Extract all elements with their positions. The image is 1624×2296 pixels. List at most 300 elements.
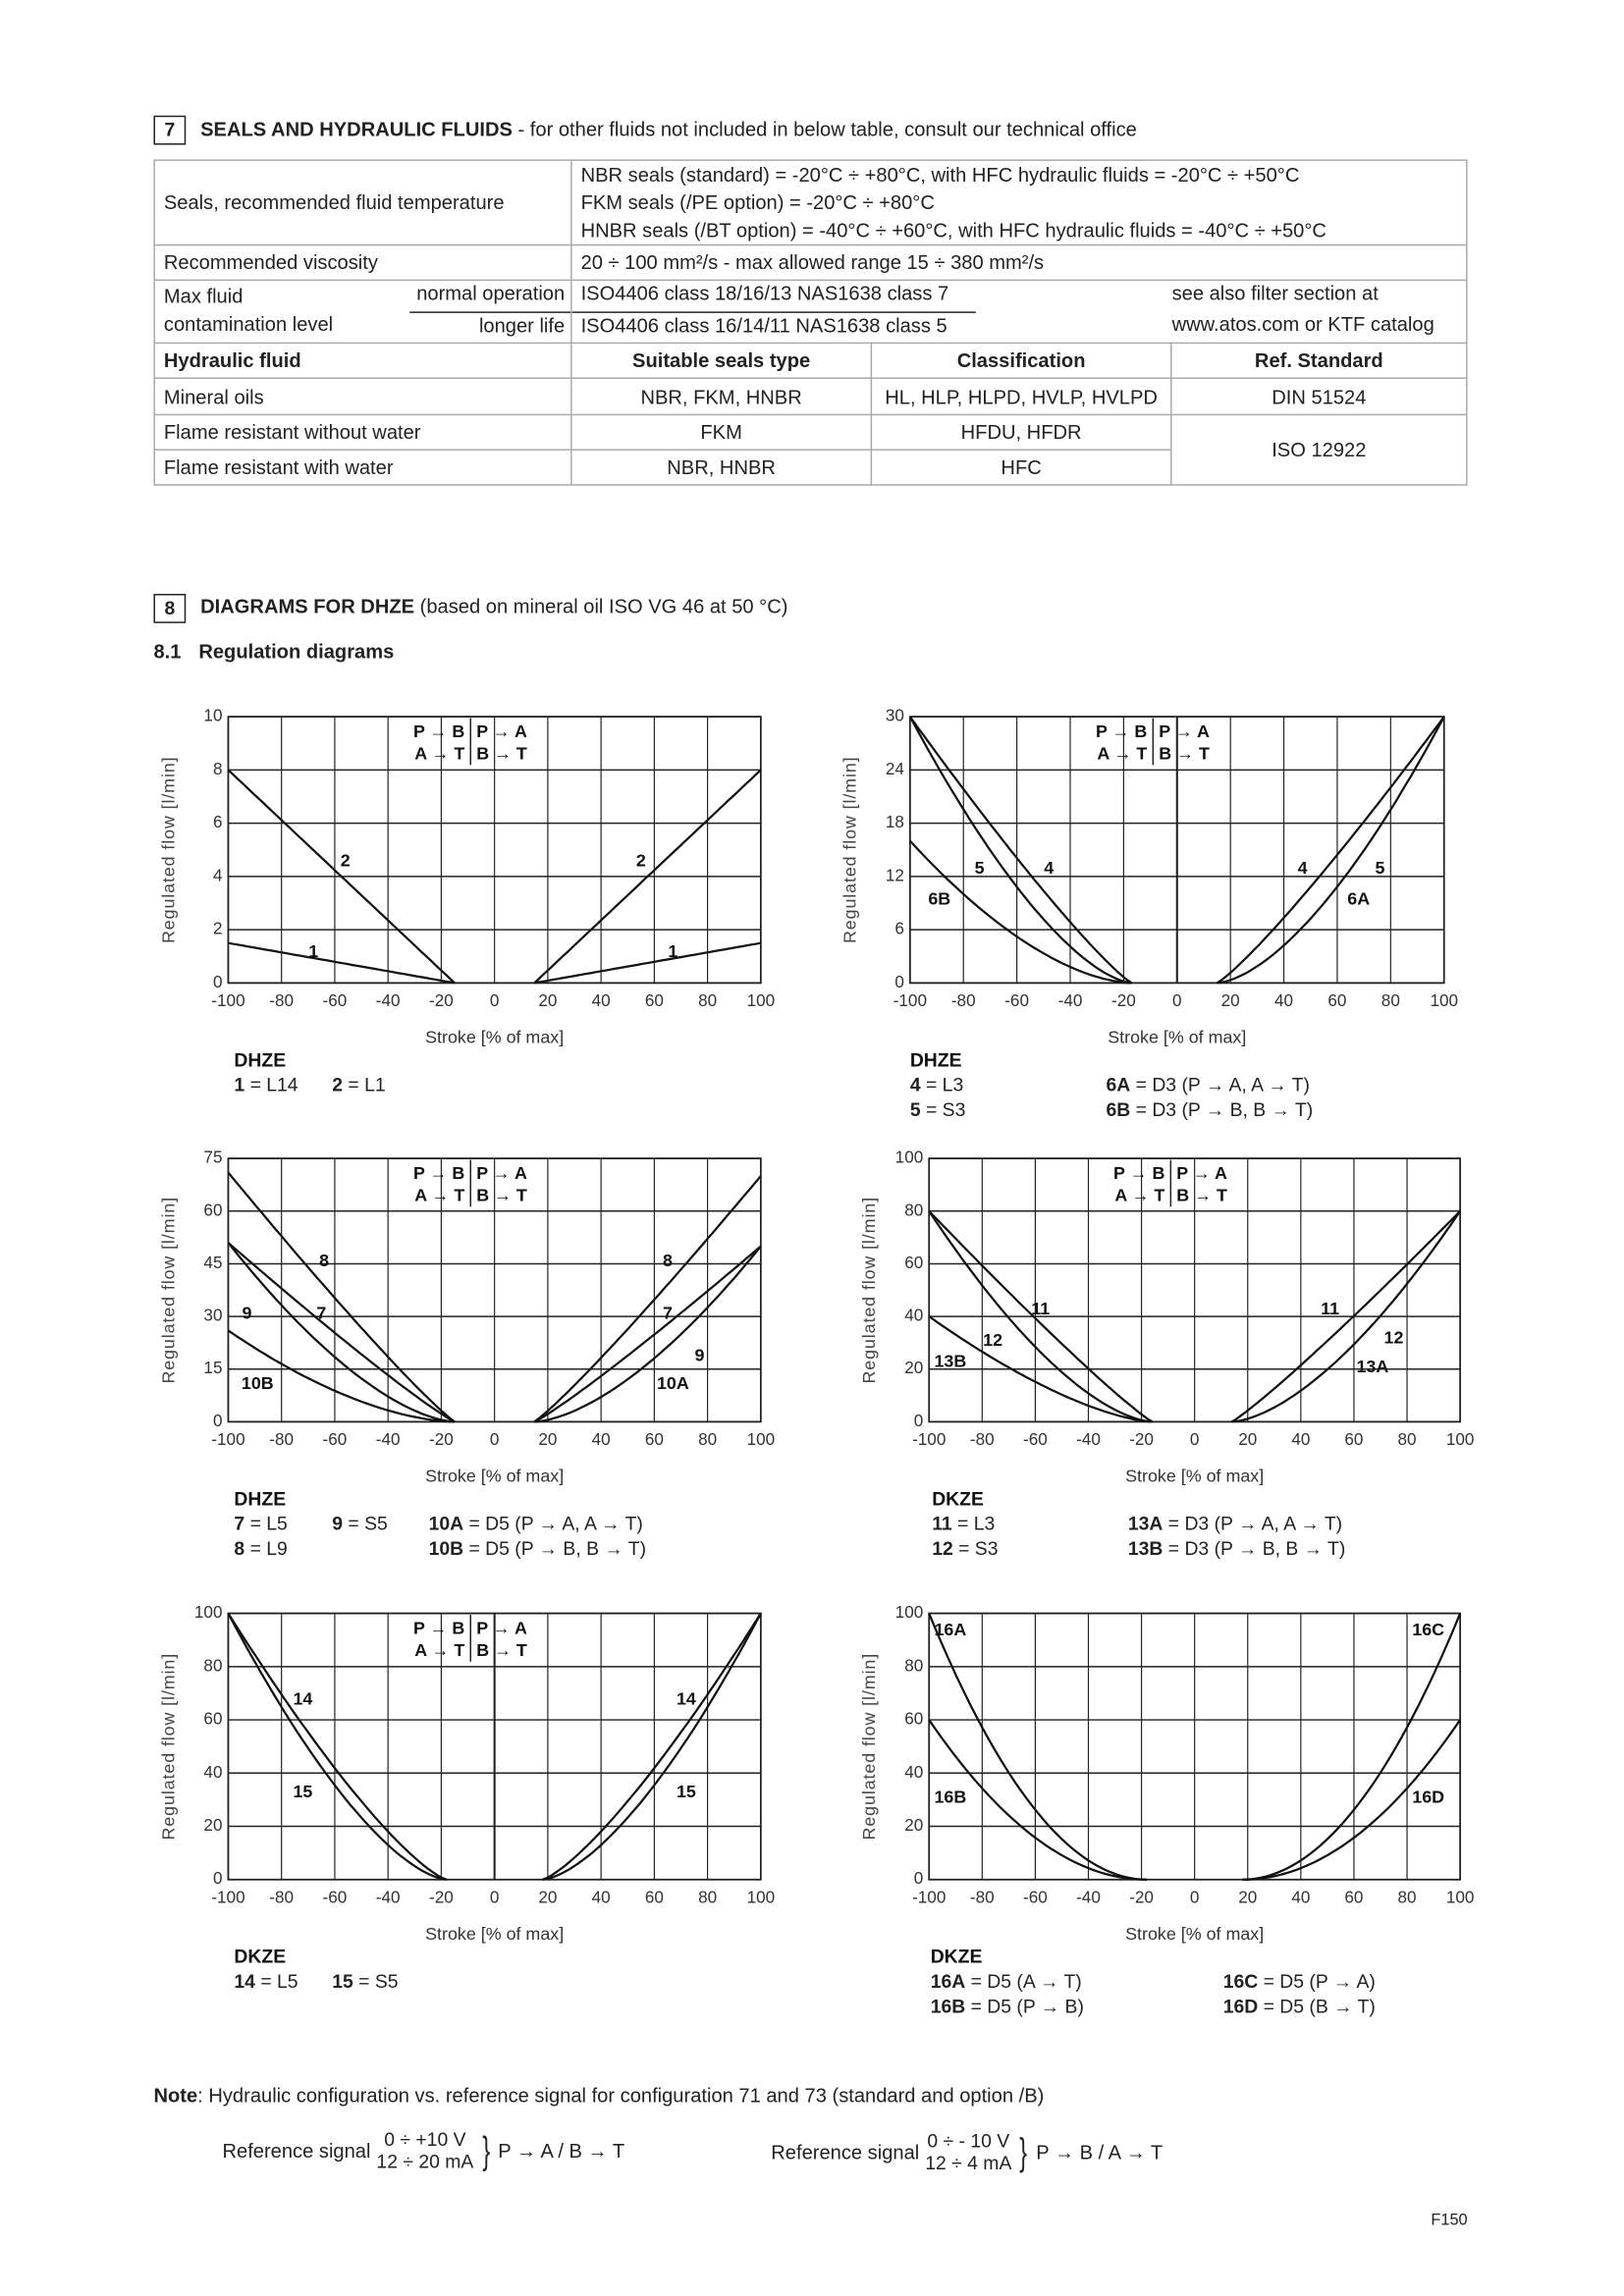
x-tick-label: -20	[1129, 1887, 1154, 1907]
diagram-model-title: DHZE	[909, 1049, 962, 1072]
column-header: Classification	[871, 343, 1170, 378]
x-tick-label: 60	[1344, 1887, 1364, 1907]
table-cell: Flame resistant with water	[154, 450, 571, 485]
y-axis-title: Regulated flow [l/min]	[158, 756, 179, 944]
section-number-badge: 8	[153, 594, 186, 623]
legend-entry	[234, 1514, 287, 1535]
x-tick-label: 40	[1291, 1429, 1311, 1450]
x-tick-label: -80	[269, 990, 295, 1011]
legend-entry	[1128, 1514, 1342, 1535]
y-tick-label: 8	[212, 758, 223, 778]
y-tick-label: 60	[904, 1708, 924, 1729]
x-tick-label: -20	[429, 990, 454, 1011]
curve-label: 14	[293, 1688, 313, 1709]
table-cell: Seals, recommended fluid temperature	[154, 160, 571, 244]
flow-direction-right: P → A	[476, 721, 527, 742]
x-tick-label: 20	[538, 990, 558, 1011]
x-tick-label: 20	[1238, 1887, 1258, 1907]
table-cell: Mineral oils	[154, 378, 571, 414]
legend-key: 13B	[1127, 1537, 1164, 1560]
curve-label: 14	[676, 1688, 696, 1709]
legend-key: 6A	[1106, 1074, 1131, 1096]
note	[153, 2084, 1044, 2106]
y-axis-title: Regulated flow [l/min]	[158, 1652, 179, 1841]
x-axis-title: Stroke [% of max]	[1108, 1027, 1247, 1047]
y-tick-label: 80	[904, 1200, 924, 1220]
x-tick-label: -60	[1023, 1887, 1048, 1907]
curve-label: 16C	[1412, 1619, 1445, 1639]
table-cell: Flame resistant without water	[154, 414, 571, 450]
flow-direction-left: A → T	[1097, 743, 1148, 764]
subsection-title: Regulation diagrams	[198, 640, 395, 664]
x-tick-label: 100	[746, 990, 776, 1011]
legend-key: 4	[909, 1074, 921, 1096]
diagram-model-title: DKZE	[932, 1488, 984, 1511]
flow-direction-right: B → T	[1176, 1185, 1227, 1205]
legend-value: = D5 (P → A)	[1258, 1971, 1376, 1994]
table-cell: HFC	[871, 450, 1170, 485]
legend-entry	[931, 1971, 1082, 1993]
filter-note: www.atos.com or KTF catalog	[1171, 312, 1435, 336]
flow-direction-left: P → B	[412, 1163, 465, 1184]
chart-6	[859, 1602, 1474, 2017]
legend-value: = L9	[244, 1537, 288, 1560]
x-tick-label: 0	[1189, 1887, 1200, 1907]
y-tick-label: 40	[904, 1305, 924, 1325]
flow-direction-right: P → A	[1176, 1163, 1227, 1184]
x-tick-label: -80	[969, 1887, 995, 1907]
legend-entry	[332, 1075, 385, 1096]
longer-value: ISO4406 class 16/14/11 NAS1638 class 5	[580, 314, 947, 337]
y-tick-label: 20	[904, 1815, 924, 1836]
y-tick-label: 80	[203, 1655, 223, 1676]
section-subtitle: (based on mineral oil ISO VG 46 at 50 °C)	[414, 595, 788, 617]
curve-label: 8	[662, 1250, 673, 1270]
legend-value: = D3 (P → A, A → T)	[1163, 1513, 1343, 1535]
y-tick-label: 40	[203, 1761, 223, 1782]
x-tick-label: 80	[1397, 1429, 1417, 1450]
y-tick-label: 30	[203, 1305, 223, 1325]
x-tick-label: -80	[969, 1429, 995, 1450]
x-tick-label: -100	[912, 1887, 947, 1907]
legend-value: = L3	[951, 1513, 996, 1535]
legend-key: 8	[234, 1537, 245, 1560]
y-tick-label: 18	[885, 812, 904, 832]
flow-direction-left: A → T	[414, 743, 465, 764]
legend-entry	[332, 1971, 398, 1993]
y-tick-label: 75	[203, 1147, 223, 1167]
x-tick-label: -40	[375, 990, 401, 1011]
x-tick-label: 40	[1291, 1887, 1311, 1907]
series-line-4	[1218, 717, 1444, 983]
legend-key: 10B	[428, 1537, 464, 1560]
legend-value: = D5 (B → T)	[1258, 1996, 1376, 2018]
flow-direction-left: P → B	[412, 1618, 465, 1638]
curve-label: 10A	[656, 1372, 689, 1393]
legend-key: 2	[332, 1074, 344, 1096]
x-tick-label: 60	[644, 1887, 664, 1907]
curve-label: 11	[1031, 1299, 1051, 1319]
legend-key: 12	[932, 1537, 953, 1560]
flow-direction-right: B → T	[476, 743, 527, 764]
legend-key: 9	[332, 1513, 344, 1535]
y-tick-label: 20	[203, 1815, 223, 1836]
curve-label: 15	[676, 1782, 696, 1802]
x-tick-label: -40	[1076, 1887, 1101, 1907]
signal-voltage: 0 ÷ - 10 V	[927, 2129, 1010, 2152]
x-tick-label: -60	[1004, 990, 1030, 1011]
series-line-7	[228, 1243, 455, 1421]
legend-key: 16A	[930, 1971, 966, 1994]
x-axis-title: Stroke [% of max]	[425, 1466, 565, 1486]
subsection-number: 8.1	[153, 640, 182, 664]
curve-label: 9	[694, 1345, 705, 1365]
legend-entry	[1128, 1538, 1345, 1560]
table-cell: HL, HLP, HLPD, HVLP, HVLPD	[871, 378, 1170, 414]
y-tick-label: 30	[885, 705, 904, 725]
x-axis-title: Stroke [% of max]	[425, 1923, 565, 1944]
y-tick-label: 100	[193, 1602, 223, 1623]
x-tick-label: 20	[1220, 990, 1240, 1011]
curve-label: 6A	[1347, 888, 1371, 909]
x-tick-label: -60	[322, 1429, 348, 1450]
note-text: : Hydraulic configuration vs. reference signal for configuration 71 and 73 (standard and option /B)	[197, 2084, 1045, 2107]
legend-entry	[910, 1099, 966, 1121]
curve-label: 7	[662, 1303, 673, 1323]
legend-value: = S3	[952, 1537, 999, 1560]
x-axis-title: Stroke [% of max]	[1125, 1466, 1265, 1486]
legend-value: = L5	[254, 1971, 298, 1994]
x-tick-label: 80	[698, 1887, 718, 1907]
x-tick-label: 20	[538, 1887, 558, 1907]
table-cell: FKM	[571, 414, 871, 450]
legend-value: = D5 (P → A, A → T)	[463, 1513, 643, 1535]
x-tick-label: -100	[912, 1429, 947, 1450]
curve-label: 10B	[241, 1372, 274, 1393]
flow-direction-right: P → A	[476, 1618, 527, 1638]
x-tick-label: 40	[591, 1887, 611, 1907]
series-line-8	[534, 1176, 761, 1421]
x-tick-label: -40	[1057, 990, 1083, 1011]
y-tick-label: 0	[212, 1410, 223, 1430]
curve-label: 13A	[1356, 1357, 1389, 1377]
legend-value: = L3	[920, 1074, 964, 1096]
x-tick-label: 100	[1445, 1887, 1475, 1907]
curve-label: 7	[316, 1303, 327, 1323]
chart-3	[158, 1148, 775, 1560]
x-tick-label: 0	[1172, 990, 1182, 1011]
diagram-model-title: DHZE	[234, 1049, 287, 1072]
legend-value: = D3 (P → B, B → T)	[1130, 1098, 1314, 1121]
y-tick-label: 24	[885, 758, 904, 778]
x-tick-label: -60	[322, 990, 348, 1011]
series-line-9	[534, 1247, 761, 1422]
curve-label: 16B	[934, 1787, 967, 1807]
x-tick-label: 0	[489, 1887, 500, 1907]
x-tick-label: -100	[893, 990, 927, 1011]
x-tick-label: -100	[211, 990, 245, 1011]
legend-entry	[1223, 1996, 1376, 2017]
x-tick-label: -20	[1111, 990, 1136, 1011]
y-axis-title: Regulated flow [l/min]	[158, 1196, 179, 1384]
x-tick-label: -60	[322, 1887, 348, 1907]
series-line-5	[1218, 717, 1444, 983]
temp-line: NBR seals (standard) = -20°C ÷ +80°C, with HFC hydraulic fluids = -20°C ÷ +50°C	[580, 163, 1300, 187]
x-tick-label: 100	[1430, 990, 1459, 1011]
legend-entry	[1107, 1099, 1314, 1121]
legend-entry	[429, 1538, 646, 1560]
y-tick-label: 60	[904, 1252, 924, 1272]
y-tick-label: 4	[212, 865, 223, 885]
legend-entry	[234, 1971, 298, 1993]
y-tick-label: 6	[894, 918, 904, 938]
section-title: SEALS AND HYDRAULIC FLUIDS	[200, 118, 513, 141]
x-tick-label: -40	[375, 1429, 401, 1450]
legend-key: 1	[234, 1074, 245, 1096]
curve-label: 6B	[928, 888, 951, 909]
x-tick-label: 60	[1344, 1429, 1364, 1450]
legend-entry	[234, 1075, 298, 1096]
diagram-model-title: DHZE	[234, 1488, 287, 1511]
reference-signal-label: Reference signal	[771, 2140, 920, 2163]
y-tick-label: 100	[894, 1602, 924, 1623]
signal-range	[376, 2128, 473, 2172]
filter-note: see also filter section at	[1171, 282, 1379, 304]
chart-2	[840, 706, 1458, 1121]
legend-key: 14	[234, 1971, 255, 1994]
legend-key: 11	[932, 1513, 952, 1535]
section-title: DIAGRAMS FOR DHZE	[200, 595, 415, 617]
y-tick-label: 60	[203, 1708, 223, 1729]
x-tick-label: 40	[591, 990, 611, 1011]
series-line-1	[534, 940, 761, 984]
legend-entry	[332, 1514, 388, 1535]
normal-operation-label: normal operation	[416, 282, 566, 304]
flow-direction-right: B → T	[1159, 743, 1210, 764]
x-tick-label: 40	[591, 1429, 611, 1450]
x-tick-label: 0	[489, 1429, 500, 1450]
column-header: Ref. Standard	[1171, 343, 1467, 378]
legend-entry	[932, 1514, 995, 1535]
section-number-badge: 7	[153, 116, 186, 145]
signal-result: P → B / A → T	[1036, 2140, 1164, 2163]
table-cell: ISO 12922	[1171, 414, 1467, 485]
section-subtitle: - for other fluids not included in below table, consult our technical office	[512, 118, 1137, 141]
diagram-model-title: DKZE	[234, 1946, 287, 1968]
x-tick-label: 100	[746, 1429, 776, 1450]
legend-value: = L1	[343, 1074, 386, 1096]
chart-4	[859, 1148, 1474, 1560]
brace-icon: }	[1019, 2129, 1028, 2174]
table-cell: Recommended viscosity	[154, 245, 571, 281]
legend-value: = L14	[244, 1074, 298, 1096]
y-tick-label: 0	[212, 971, 223, 991]
curve-label: 5	[1375, 857, 1385, 878]
longer-life-label: longer life	[478, 314, 566, 337]
curve-label: 1	[668, 940, 678, 961]
curve-label: 13B	[934, 1351, 967, 1371]
signal-range	[925, 2130, 1011, 2174]
x-tick-label: 80	[1380, 990, 1400, 1011]
y-tick-label: 60	[203, 1200, 223, 1220]
series-line-15	[543, 1614, 761, 1880]
curve-label: 2	[340, 850, 351, 871]
legend-value: = D5 (A → T)	[965, 1971, 1082, 1994]
y-tick-label: 15	[203, 1358, 223, 1378]
flow-direction-left: P → B	[412, 721, 465, 742]
contamination-label: contamination level	[163, 312, 334, 336]
y-tick-label: 0	[894, 971, 904, 991]
legend-key: 5	[909, 1098, 921, 1121]
series-line-9	[228, 1243, 455, 1421]
curve-label: 9	[242, 1303, 252, 1323]
y-tick-label: 10	[203, 705, 223, 725]
flow-direction-right: B → T	[476, 1639, 527, 1660]
y-tick-label: 20	[904, 1358, 924, 1378]
reference-signal-negative	[771, 2130, 1163, 2174]
legend-value: = L5	[244, 1513, 288, 1535]
x-tick-label: 100	[746, 1887, 776, 1907]
x-tick-label: -60	[1023, 1429, 1048, 1450]
x-axis-title: Stroke [% of max]	[1125, 1923, 1265, 1944]
table-cell: 20 ÷ 100 mm²/s - max allowed range 15 ÷ 380 mm²/s	[571, 245, 1467, 281]
x-tick-label: -40	[375, 1887, 401, 1907]
series-line-1	[228, 940, 455, 984]
diagram-model-title: DKZE	[930, 1946, 983, 1968]
x-tick-label: 100	[1445, 1429, 1475, 1450]
flow-direction-left: P → B	[1096, 721, 1148, 742]
y-tick-label: 0	[913, 1410, 924, 1430]
legend-key: 16B	[930, 1996, 966, 2018]
chart-5	[158, 1602, 775, 1993]
flow-direction-left: A → T	[1114, 1185, 1165, 1205]
legend-value: = D5 (P → B)	[965, 1996, 1084, 2018]
table-cell: NBR, HNBR	[571, 450, 871, 485]
reference-signal-label: Reference signal	[222, 2139, 371, 2162]
flow-direction-left: P → B	[1113, 1163, 1165, 1184]
normal-value: ISO4406 class 18/16/13 NAS1638 class 7	[580, 282, 949, 304]
x-tick-label: -40	[1076, 1429, 1101, 1450]
x-tick-label: -80	[269, 1887, 295, 1907]
legend-entry	[931, 1996, 1084, 2017]
temp-line: FKM seals (/PE option) = -20°C ÷ +80°C	[580, 191, 935, 214]
x-tick-label: 80	[1397, 1887, 1417, 1907]
column-header: Hydraulic fluid	[154, 343, 571, 378]
x-tick-label: 0	[489, 990, 500, 1011]
column-header: Suitable seals type	[571, 343, 871, 378]
curve-label: 16D	[1412, 1787, 1445, 1807]
x-tick-label: 80	[698, 1429, 718, 1450]
y-tick-label: 45	[203, 1252, 223, 1272]
flow-direction-right: P → A	[476, 1163, 527, 1184]
x-tick-label: 40	[1274, 990, 1294, 1011]
x-tick-label: 60	[1327, 990, 1347, 1011]
flow-direction-right: P → A	[1159, 721, 1210, 742]
table-cell: DIN 51524	[1171, 378, 1467, 414]
x-tick-label: 0	[1189, 1429, 1200, 1450]
reference-signal-positive	[222, 2128, 624, 2172]
y-tick-label: 0	[212, 1868, 223, 1889]
curve-label: 1	[308, 940, 319, 961]
legend-value: = D3 (P → A, A → T)	[1130, 1074, 1310, 1096]
curve-label: 12	[983, 1330, 1003, 1351]
legend-value: = S5	[343, 1513, 388, 1535]
chart-1	[158, 706, 775, 1096]
curve-label: 5	[974, 857, 985, 878]
curve-label: 4	[1044, 857, 1055, 878]
x-tick-label: 60	[644, 1429, 664, 1450]
y-tick-label: 100	[894, 1147, 924, 1167]
table-cell: HFDU, HFDR	[871, 414, 1170, 450]
legend-key: 15	[332, 1971, 353, 1994]
legend-entry	[1107, 1075, 1310, 1096]
legend-value: = S3	[920, 1098, 966, 1121]
y-tick-label: 80	[904, 1655, 924, 1676]
page-code: F150	[1431, 2212, 1468, 2229]
note-label: Note	[153, 2084, 198, 2107]
x-tick-label: 80	[698, 990, 718, 1011]
series-line-14	[543, 1614, 761, 1880]
contamination-label: Max fluid	[163, 285, 244, 307]
signal-result: P → A / B → T	[498, 2139, 625, 2162]
y-axis-title: Regulated flow [l/min]	[839, 756, 860, 944]
curve-label: 4	[1297, 857, 1308, 878]
legend-value: = S5	[352, 1971, 399, 1994]
legend-entry	[932, 1538, 998, 1560]
brace-icon: }	[481, 2128, 490, 2172]
curve-label: 16A	[934, 1619, 967, 1639]
legend-entry	[1223, 1971, 1376, 1993]
x-tick-label: -100	[211, 1429, 245, 1450]
x-tick-label: -20	[429, 1429, 454, 1450]
legend-key: 10A	[428, 1513, 464, 1535]
x-tick-label: 20	[538, 1429, 558, 1450]
curve-label: 11	[1321, 1299, 1340, 1319]
legend-key: 7	[234, 1513, 245, 1535]
legend-value: = D5 (P → B, B → T)	[463, 1537, 647, 1560]
signal-current: 12 ÷ 20 mA	[376, 2150, 474, 2172]
legend-entry	[234, 1538, 287, 1560]
y-tick-label: 6	[212, 812, 223, 832]
x-tick-label: 20	[1238, 1429, 1258, 1450]
x-tick-label: -100	[211, 1887, 245, 1907]
curve-label: 2	[635, 850, 646, 871]
flow-direction-right: B → T	[476, 1185, 527, 1205]
x-tick-label: -80	[950, 990, 976, 1011]
flow-direction-left: A → T	[414, 1639, 465, 1660]
y-tick-label: 0	[913, 1868, 924, 1889]
signal-voltage: 0 ÷ +10 V	[384, 2128, 466, 2151]
series-line-7	[534, 1247, 761, 1422]
table-cell: NBR, FKM, HNBR	[571, 378, 871, 414]
temp-line: HNBR seals (/BT option) = -40°C ÷ +60°C, with HFC hydraulic fluids = -40°C ÷ +50°C	[580, 219, 1326, 241]
y-tick-label: 2	[212, 918, 223, 938]
legend-key: 16C	[1222, 1971, 1259, 1994]
signal-current: 12 ÷ 4 mA	[925, 2151, 1012, 2174]
legend-value: = D3 (P → B, B → T)	[1163, 1537, 1346, 1560]
y-tick-label: 40	[904, 1761, 924, 1782]
legend-key: 16D	[1222, 1996, 1259, 2018]
legend-entry	[910, 1075, 963, 1096]
y-axis-title: Regulated flow [l/min]	[859, 1196, 880, 1384]
curve-label: 12	[1383, 1327, 1404, 1348]
y-tick-label: 12	[885, 865, 904, 885]
legend-key: 13A	[1127, 1513, 1164, 1535]
legend-entry	[429, 1514, 643, 1535]
x-axis-title: Stroke [% of max]	[425, 1027, 565, 1047]
x-tick-label: 60	[644, 990, 664, 1011]
x-tick-label: -20	[429, 1887, 454, 1907]
